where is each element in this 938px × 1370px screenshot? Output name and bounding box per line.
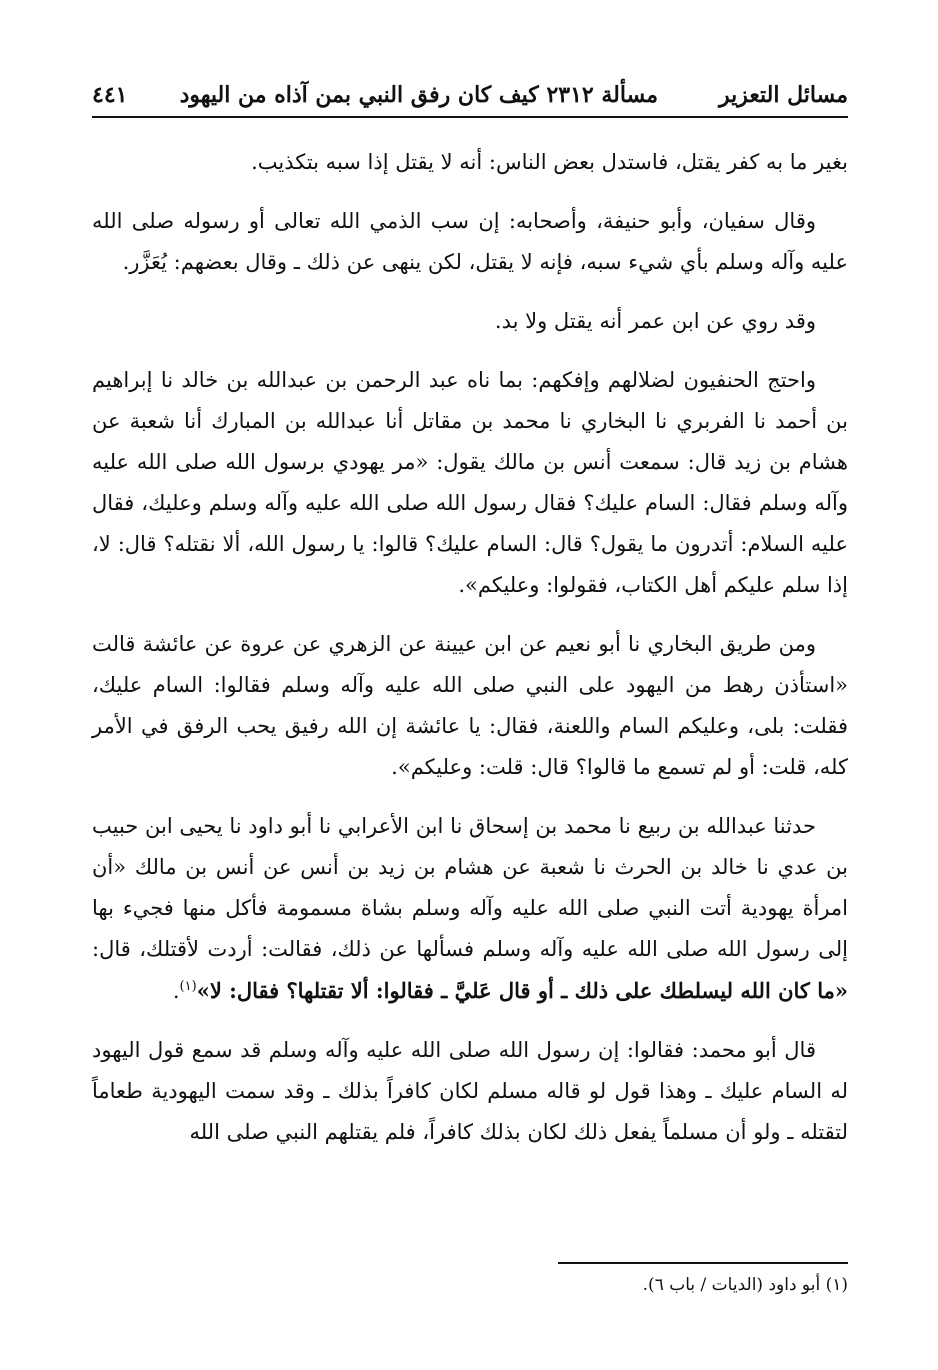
paragraph-7: قال أبو محمد: فقالوا: إن رسول الله صلى الله عليه وآله وسلم قد سمع قول اليهود له السام عليك ـ وهذا قول لو قاله مسلم لكان كافراً بذلك ـ وقد سمت اليهودية طعاماً لتقتله ـ ولو أن مسلماً يفعل ذلك لكان بذلك كافراً، فلم يقتلهم النبي صلى الله xyxy=(92,1038,848,1144)
footnote-reference[interactable]: (١) xyxy=(179,979,197,994)
paragraph-5: ومن طريق البخاري نا أبو نعيم عن ابن عيينة عن الزهري عن عروة عن عائشة قالت «استأذن رهط من اليهود على النبي صلى الله عليه وآله وسلم فقالوا: السام عليك، فقلت: بلى، وعليكم السام واللعنة، فقال: يا عائشة إن الله رفيق يحب الرفق في الأمر كله، قلت: أو لم تسمع ما قالوا؟ قال: قلت: وعليكم». xyxy=(92,632,849,779)
header-section-title: مسائل التعزير xyxy=(718,82,848,108)
paragraph-6: حدثنا عبدالله بن ربيع نا محمد بن إسحاق نا ابن الأعرابي نا أبو داود نا يحيى ابن حبيب بن عدي نا خالد بن الحرث نا شعبة عن هشام بن زيد بن أنس عن أنس بن مالك «أن امرأة يهودية أتت النبي صلى الله عليه وآله وسلم بشاة مسمومة فأكل منها فجيء بها إلى رسول الله صلى الله عليه وآله وسلم فسألها عن ذلك، فقالت: أردت لأقتلك، قال: «ما كان الله ليسلطك على ذلك ـ أو قال عَليَّ ـ فقالوا: ألا تقتلها؟ فقال: لا»$^{(١)}$. xyxy=(92,814,848,1003)
running-header xyxy=(92,80,848,118)
header-chapter-title: مسألة ٢٣١٢ كيف كان رفق النبي بمن آذاه من اليهود xyxy=(179,82,658,108)
bold-hadith-quote: «ما كان الله ليسلطك على ذلك ـ أو قال عَليَّ ـ فقالوا: ألا تقتلها؟ فقال: لا» xyxy=(196,978,848,1003)
page-number: ٤٤١ xyxy=(92,82,128,108)
paragraph-2: وقال سفيان، وأبو حنيفة، وأصحابه: إن سب الذمي الله تعالى أو رسوله صلى الله عليه وآله وسلم بأي شيء سبه، فإنه لا يقتل، لكن ينهى عن ذلك ـ وقال بعضهم: يُعَزَّر. xyxy=(92,209,848,274)
paragraph-4: واحتج الحنفيون لضلالهم وإفكهم: بما ناه عبد الرحمن بن عبدالله بن خالد نا إبراهيم بن أحمد نا الفربري نا البخاري نا محمد بن مقاتل أنا عبدالله بن المبارك أنا شعبة عن هشام بن زيد قال: سمعت أنس بن مالك يقول: «مر يهودي برسول الله صلى الله عليه وآله وسلم فقال: السام عليك؟ فقال رسول الله صلى الله عليه وآله وسلم وعليك، فقال عليه السلام: أتدرون ما يقول؟ قال: السام عليك؟ قالوا: يا رسول الله، ألا نقتله؟ قال: لا، إذا سلم عليكم أهل الكتاب، فقولوا: وعليكم». xyxy=(92,368,848,597)
paragraph-3: وقد روي عن ابن عمر أنه يقتل ولا بد. xyxy=(494,309,816,333)
paragraph-6-text: حدثنا عبدالله بن ربيع نا محمد بن إسحاق نا ابن الأعرابي نا أبو داود نا يحيى ابن حبيب بن عدي نا خالد بن الحرث نا شعبة عن هشام بن زيد بن أنس عن أنس بن مالك «أن امرأة يهودية أتت النبي صلى الله عليه وآله وسلم بشاة مسمومة فأكل منها فجيء بها إلى رسول الله صلى الله عليه وآله وسلم فسألها عن ذلك، فقالت: أردت لأقتلك، قال: xyxy=(92,814,848,961)
paragraph-1: بغير ما به كفر يقتل، فاستدل بعض الناس: أنه لا يقتل إذا سبه بتكذيب. xyxy=(251,150,848,174)
footnote-divider xyxy=(558,1262,848,1264)
page-body xyxy=(92,142,848,1171)
footnote-text: (١) أبو داود (الديات / باب ٦). xyxy=(642,1275,848,1295)
